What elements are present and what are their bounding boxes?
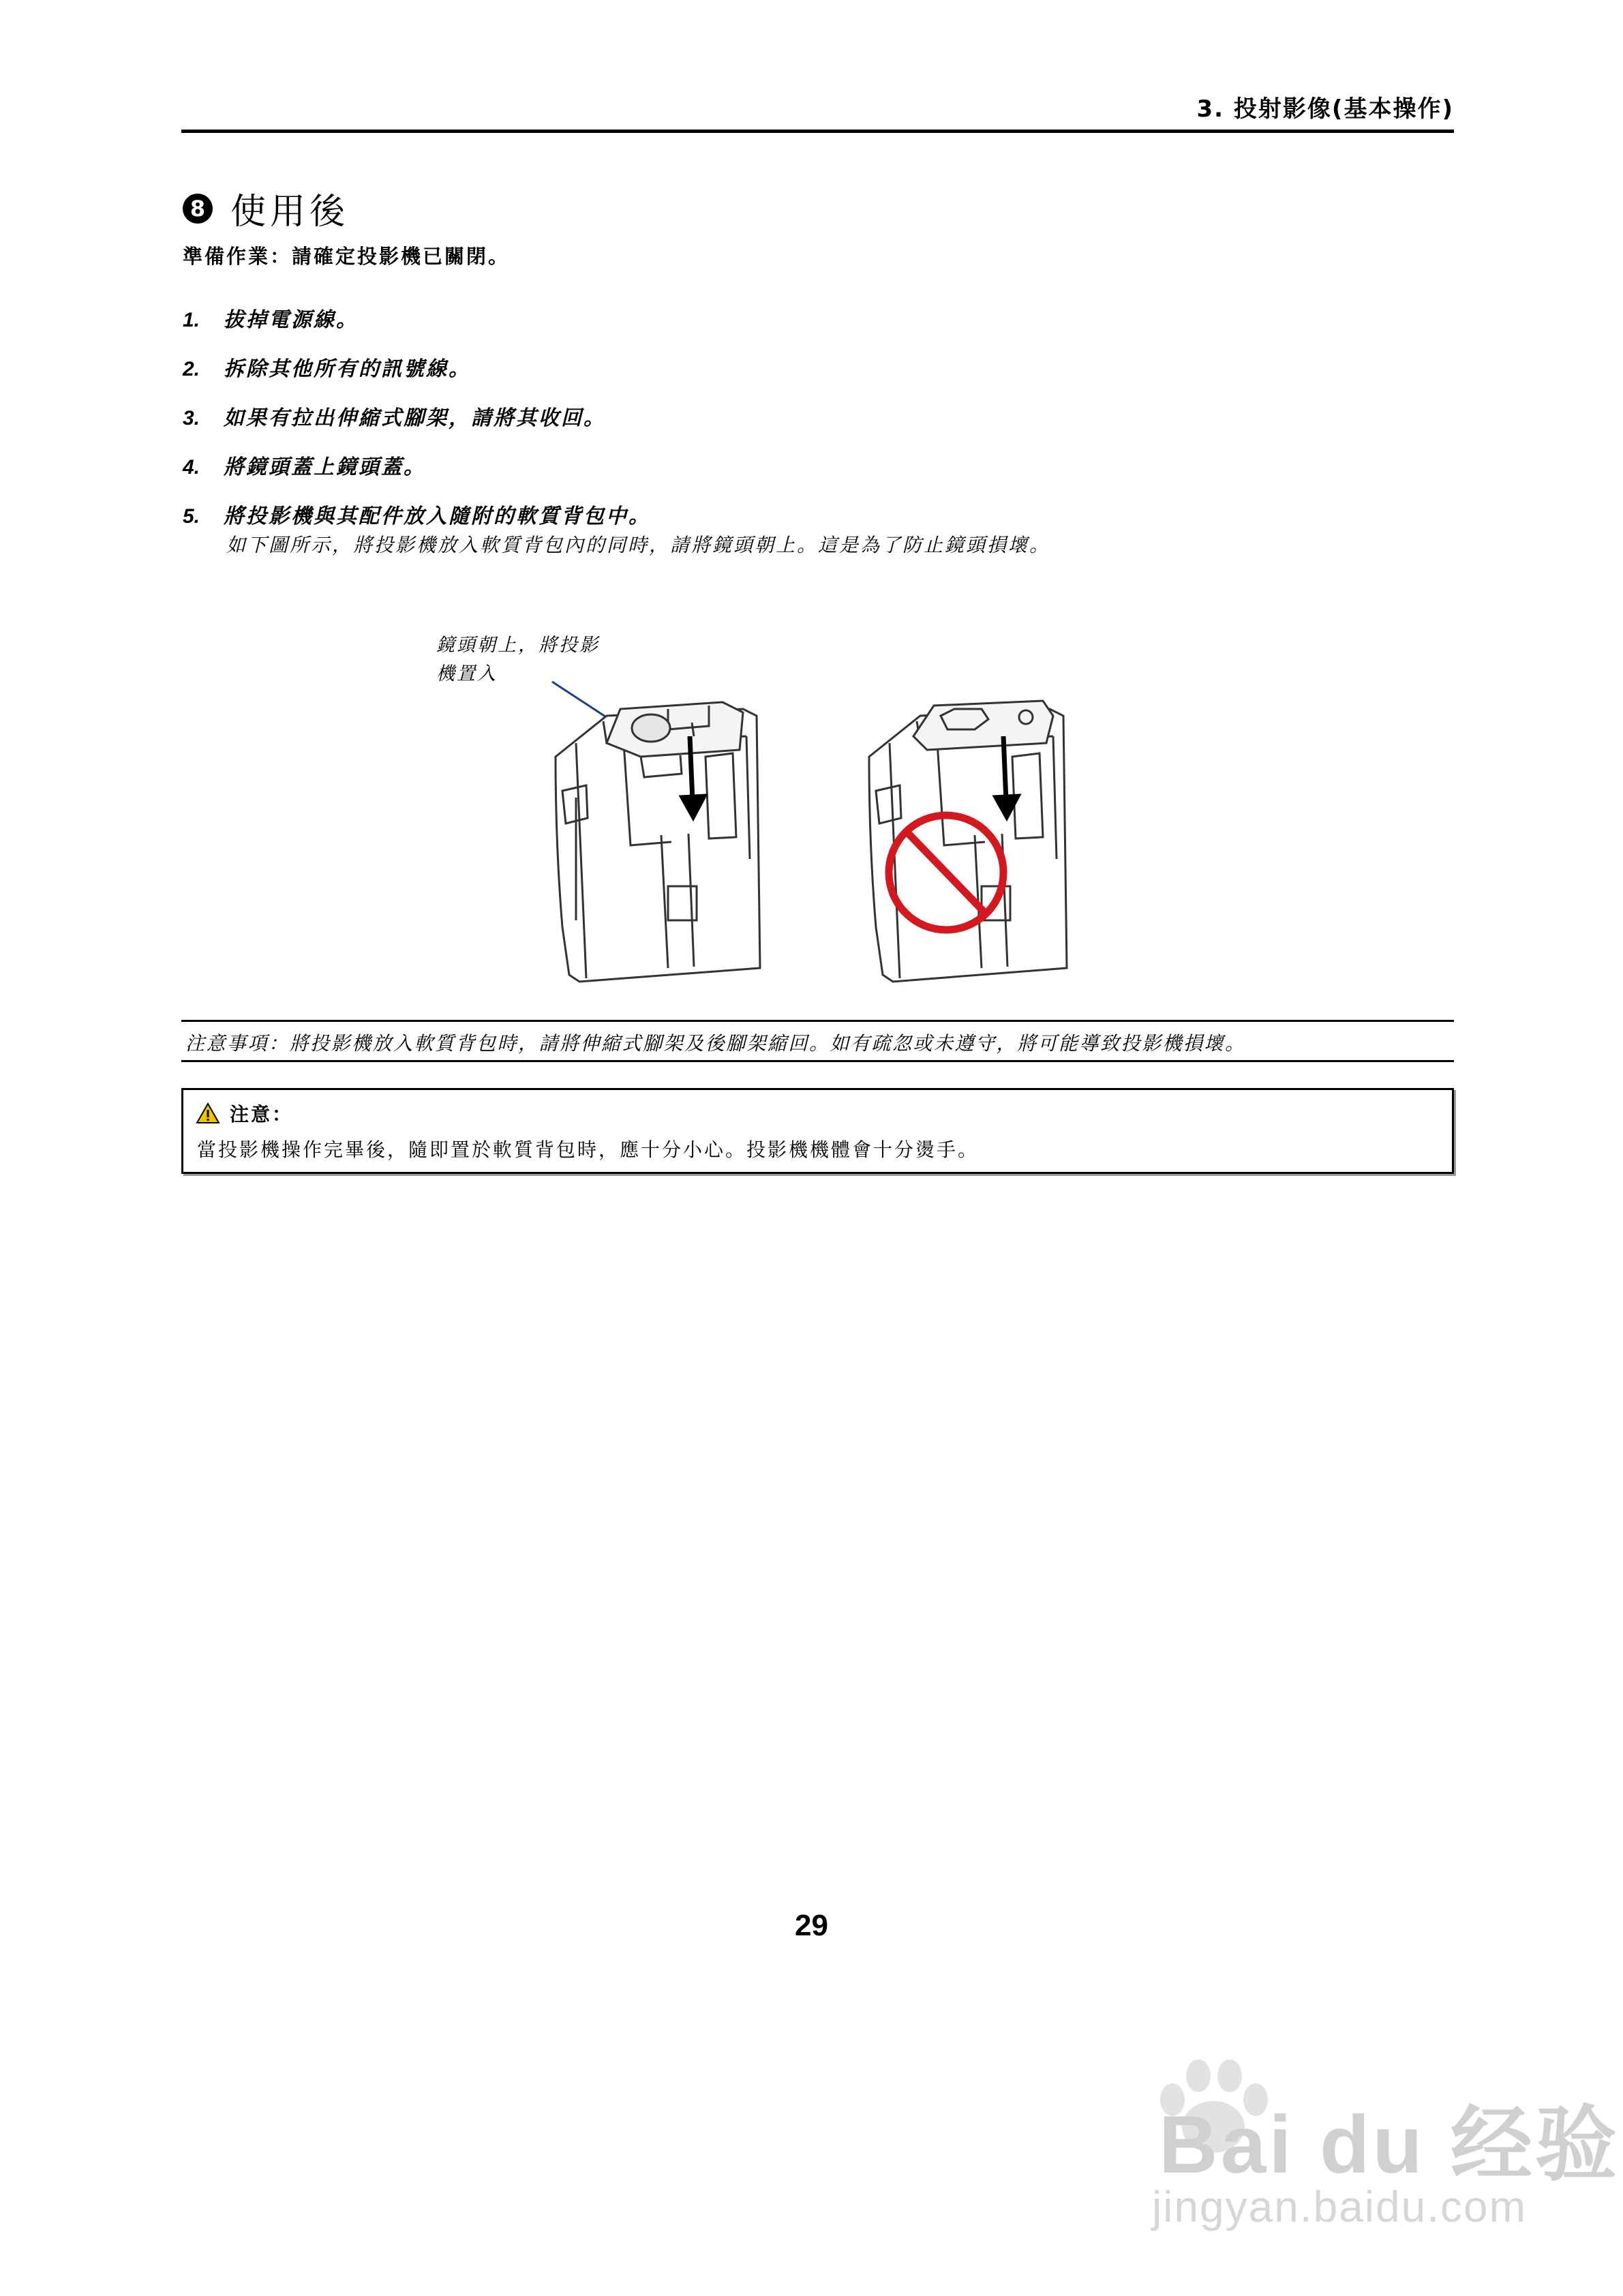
step-text: 如果有拉出伸縮式腳架，請將其收回。 <box>224 406 606 430</box>
correct-bag <box>556 702 760 982</box>
step-number: 5. <box>183 505 200 528</box>
note-box <box>181 1020 1454 1062</box>
running-header <box>181 86 1454 133</box>
incorrect-bag <box>869 701 1067 982</box>
step-text: 將鏡頭蓋上鏡頭蓋。 <box>224 455 426 479</box>
caution-text: 當投影機操作完畢後，隨即置於軟質背包時，應十分小心。投影機機體會十分燙手。 <box>197 1138 980 1161</box>
step-1 <box>183 303 359 333</box>
step-text: 將投影機與其配件放入隨附的軟質背包中。 <box>224 504 651 528</box>
step-5 <box>183 499 651 529</box>
step-5-detail: 如下圖所示，將投影機放入軟質背包內的同時，請將鏡頭朝上。這是為了防止鏡頭損壞。 <box>226 534 1051 556</box>
warning-icon <box>196 1102 220 1124</box>
step-2 <box>183 352 471 382</box>
caution-heading <box>196 1100 293 1127</box>
soft-case-illustration <box>436 641 1091 995</box>
watermark-logo: Bai du 经验 <box>1159 2099 1620 2190</box>
step-4 <box>183 450 426 480</box>
step-text: 拆除其他所有的訊號線。 <box>224 357 471 381</box>
step-text: 拔掉電源線。 <box>224 308 359 332</box>
section-number-badge: 8 <box>183 194 213 224</box>
watermark-url: jingyan.baidu.com <box>1152 2182 1527 2231</box>
note-text: 注意事項：將投影機放入軟質背包時，請將伸縮式腳架及後腳架縮回。如有疏忽或未遵守，將可能導致投影機損壞。 <box>185 1032 1246 1055</box>
step-number: 4. <box>183 456 200 479</box>
callout-line-2: 機置入 <box>436 663 498 684</box>
step-number: 3. <box>183 407 200 429</box>
page-number: 29 <box>795 1909 828 1942</box>
preparation-text: 準備作業：請確定投影機已關閉。 <box>183 245 511 268</box>
lens-cap <box>632 714 670 742</box>
step-number: 2. <box>183 358 200 380</box>
caution-box <box>181 1088 1454 1174</box>
step-number: 1. <box>183 309 200 331</box>
callout-line-1: 鏡頭朝上，將投影 <box>436 635 600 656</box>
step-3 <box>183 401 606 431</box>
section-title-text: 使用後 <box>230 192 350 232</box>
section-title <box>183 183 349 234</box>
caution-title: 注意： <box>230 1103 294 1126</box>
chapter-title: 3. 投射影像(基本操作) <box>1196 95 1454 123</box>
